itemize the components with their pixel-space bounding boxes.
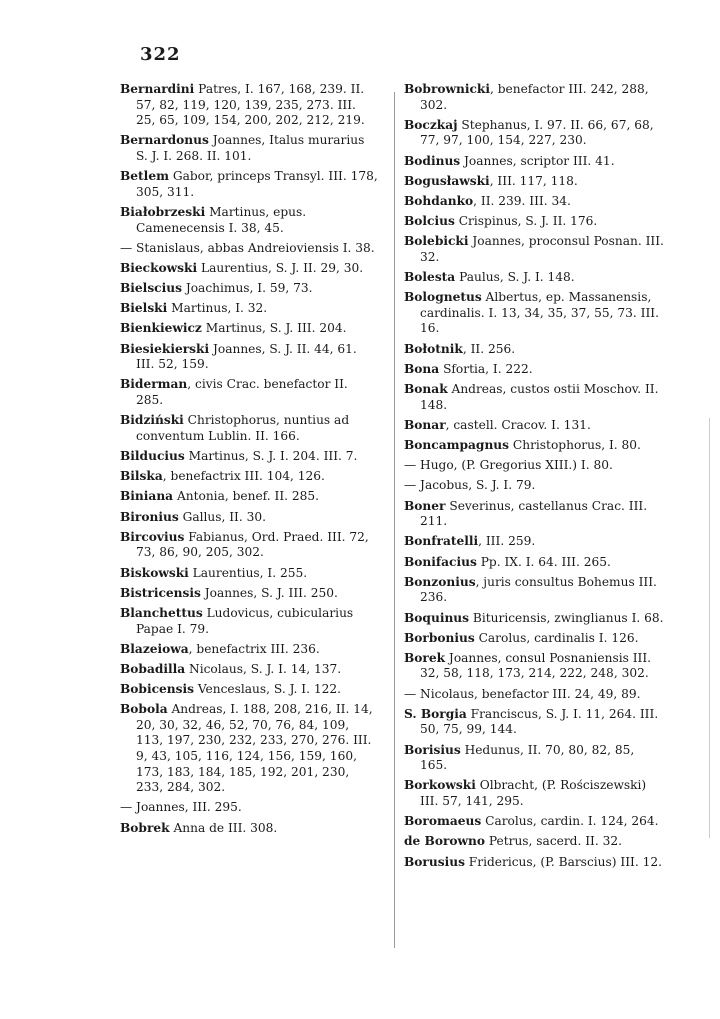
index-references: , benefactrix III. 236. (188, 641, 320, 656)
index-term: Bernardonus (120, 133, 209, 148)
index-term: Boner (404, 498, 446, 513)
index-entry (120, 241, 378, 257)
index-references: , benefactrix III. 104, 126. (162, 469, 325, 484)
index-entry (404, 834, 664, 850)
index-term: Bobrek (120, 820, 170, 835)
index-references: Andreas, custos ostii Moschov. II. 148. (420, 382, 659, 412)
index-references: Antonia, benef. II. 285. (173, 489, 320, 504)
page-number: 322 (140, 44, 181, 65)
index-references: , civis Crac. benefactor II. 285. (136, 377, 348, 408)
index-references: Albertus, ep. Massanensis, cardinalis. I. 13, 34, 35, 37, 55, 73. III. 16. (420, 290, 659, 336)
index-references: Carolus, cardin. I. 124, 264. (481, 814, 659, 829)
index-term: Bolognetus (404, 290, 482, 305)
index-entry (120, 321, 378, 337)
index-references: Joannes, Italus murarius S. J. I. 268. II. 101. (136, 133, 365, 163)
index-entry (120, 510, 378, 526)
index-entry (120, 82, 378, 129)
index-entry (404, 651, 664, 682)
index-entry (404, 382, 664, 413)
index-term: Biesiekierski (120, 341, 210, 356)
index-entry (120, 169, 378, 200)
index-references: Ludovicus, cubicularius Papae I. 79. (136, 605, 354, 636)
index-entry (120, 586, 378, 602)
index-entry (404, 687, 664, 703)
index-references: Bituricensis, zwinglianus I. 68. (469, 610, 664, 625)
index-term: Bonar (404, 417, 446, 432)
index-entry (404, 611, 664, 627)
index-entry (120, 702, 378, 796)
index-entry (404, 555, 664, 571)
index-term: Bołotnik (404, 341, 463, 356)
index-references: Fabianus, Ord. Praed. III. 72, 73, 86, 90, 205, 302. (136, 529, 369, 560)
index-term: Bilska (120, 469, 163, 484)
index-references: Laurentius, I. 255. (188, 565, 308, 580)
index-references: Nicolaus, S. J. I. 14, 137. (185, 661, 342, 676)
index-term: Bobadilla (120, 661, 186, 676)
index-entry (120, 566, 378, 582)
index-references: Fridericus, (P. Barscius) III. 12. (464, 854, 662, 869)
index-entry (404, 362, 664, 378)
index-entry (404, 270, 664, 286)
index-entry (120, 342, 378, 373)
index-term: Blazeiowa (120, 641, 189, 656)
left-index-column (120, 82, 378, 841)
edge-shadow (709, 418, 710, 838)
index-references: Joannes, proconsul Posnan. III. 32. (420, 234, 664, 264)
index-term: Bidziński (120, 413, 184, 428)
index-references: Laurentius, S. J. II. 29, 30. (197, 260, 364, 275)
index-entry (404, 631, 664, 647)
index-term: Boquinus (404, 610, 470, 625)
index-term: de Borowno (404, 834, 485, 849)
index-references: Christophorus, I. 80. (509, 438, 641, 452)
index-references: Martinus, epus. Camenecensis I. 38, 45. (136, 204, 307, 235)
index-term: Biderman (120, 377, 188, 392)
index-term: Bonfratelli (404, 534, 479, 549)
index-references: Gabor, princeps Transyl. III. 178, 305, 311. (136, 169, 378, 199)
index-references: Franciscus, S. J. I. 11, 264. III. 50, 75, 99, 144. (420, 706, 659, 737)
index-references: — Joannes, III. 295. (120, 800, 242, 815)
index-references: Joannes, S. J. II. 44, 61. III. 52, 159. (136, 341, 357, 372)
index-term: Bonifacius (404, 554, 477, 569)
index-references: Martinus, S. J. I. 204. III. 7. (184, 449, 358, 463)
index-entry (120, 530, 378, 561)
index-term: Bodinus (404, 153, 461, 168)
index-term: Bistricensis (120, 585, 201, 600)
index-entry (120, 281, 378, 297)
index-references: Joannes, scriptor III. 41. (460, 153, 615, 168)
index-references: Severinus, castellanus Crac. III. 211. (420, 498, 648, 529)
index-term: Bielscius (120, 281, 182, 296)
index-references: , II. 239. III. 34. (473, 193, 571, 208)
index-entry (404, 814, 664, 830)
index-entry (120, 682, 378, 698)
index-term: Bonzonius (404, 574, 476, 589)
index-term: Bernardini (120, 82, 195, 96)
index-references: Andreas, I. 188, 208, 216, II. 14, 20, 30, 32, 46, 52, 70, 76, 84, 109, 113, 197, 230, 232, 233, 270, 276. III. 9, 43, 105, 116, 124, 156, 159, 160, 173, 183, 184, 185, 192, 201, 230, 233, 284, 302. (136, 702, 373, 795)
index-entry (404, 214, 664, 230)
index-entry (404, 478, 664, 494)
index-entry (404, 534, 664, 550)
index-term: Biniana (120, 489, 174, 504)
index-term: Boromaeus (404, 814, 482, 829)
index-entry (404, 154, 664, 170)
index-references: , III. 117, 118. (489, 173, 578, 188)
index-term: Boncampagnus (404, 438, 510, 452)
index-references: Carolus, cardinalis I. 126. (474, 630, 639, 645)
index-references: Pp. IX. I. 64. III. 265. (476, 554, 611, 569)
index-term: Bogusławski (404, 173, 490, 188)
index-references: , benefactor III. 242, 288, 302. (420, 82, 649, 112)
index-references: Joannes, consul Posnaniensis III. 32, 58, 118, 173, 214, 222, 248, 302. (420, 650, 652, 681)
index-references: Martinus, S. J. III. 204. (201, 321, 347, 336)
index-references: — Stanislaus, abbas Andreioviensis I. 38. (120, 240, 375, 255)
index-term: Białobrzeski (120, 204, 206, 219)
index-term: Bobicensis (120, 682, 194, 697)
index-term: Betlem (120, 169, 169, 184)
index-term: Bobola (120, 702, 168, 717)
index-references: , III. 259. (478, 534, 536, 549)
index-references: Anna de III. 308. (169, 820, 278, 835)
index-references: — Nicolaus, benefactor III. 24, 49, 89. (404, 686, 641, 701)
index-term: Bohdanko (404, 193, 474, 208)
index-term: Boczkaj (404, 117, 458, 132)
index-term: Bolcius (404, 214, 455, 229)
index-entry (120, 469, 378, 485)
index-entry (120, 301, 378, 317)
index-references: Paulus, S. J. I. 148. (455, 270, 575, 285)
index-references: , II. 256. (462, 341, 516, 356)
index-entry (120, 800, 378, 816)
index-entry (120, 489, 378, 505)
index-references: Stephanus, I. 97. II. 66, 67, 68, 77, 97, 100, 154, 227, 230. (420, 117, 654, 148)
index-term: Borkowski (404, 778, 476, 793)
index-term: Bircovius (120, 529, 185, 544)
index-references: Venceslaus, S. J. I. 122. (193, 682, 341, 697)
index-references: Christophorus, nuntius ad conventum Lublin. II. 166. (136, 413, 350, 443)
index-references: Sfortia, I. 222. (439, 361, 533, 376)
index-entry (404, 194, 664, 210)
index-references: Patres, I. 167, 168, 239. II. 57, 82, 119, 120, 139, 235, 273. III. 25, 65, 109, 154, 200, 202, 212, 219. (136, 82, 365, 128)
index-entry (120, 642, 378, 658)
index-references: — Jacobus, S. J. I. 79. (404, 478, 536, 493)
index-entry (404, 234, 664, 265)
index-entry (404, 82, 664, 113)
index-entry (120, 821, 378, 837)
index-references: Crispinus, S. J. II. 176. (454, 214, 598, 229)
index-term: S. Borgia (404, 706, 467, 721)
index-term: Bobrownicki (404, 82, 490, 96)
index-entry (120, 606, 378, 637)
index-term: Borisius (404, 742, 461, 757)
index-references: , juris consultus Bohemus III. 236. (420, 574, 657, 605)
index-term: Bienkiewicz (120, 321, 202, 336)
index-entry (120, 413, 378, 444)
index-entry (120, 133, 378, 164)
index-references: Joannes, S. J. III. 250. (200, 585, 338, 600)
index-references: Hedunus, II. 70, 80, 82, 85, 165. (420, 742, 635, 773)
index-term: Bieckowski (120, 260, 198, 275)
index-entry (404, 778, 664, 809)
index-entry (120, 662, 378, 678)
right-index-column (404, 82, 664, 875)
index-term: Bolebicki (404, 234, 469, 249)
index-references: Petrus, sacerd. II. 32. (484, 834, 622, 849)
index-term: Borusius (404, 854, 465, 869)
index-entry (120, 377, 378, 408)
index-references: Gallus, II. 30. (178, 509, 266, 524)
index-entry (404, 418, 664, 434)
index-references: Martinus, I. 32. (167, 301, 268, 316)
index-entry (120, 261, 378, 277)
index-term: Bona (404, 361, 440, 376)
index-entry (404, 575, 664, 606)
index-term: Bilducius (120, 449, 185, 463)
index-entry (404, 499, 664, 530)
index-term: Bonak (404, 382, 448, 397)
index-entry (404, 118, 664, 149)
index-term: Biskowski (120, 565, 189, 580)
index-entry (404, 290, 664, 337)
index-term: Borek (404, 650, 446, 665)
index-term: Borbonius (404, 630, 475, 645)
index-term: Bielski (120, 301, 168, 316)
column-divider (394, 92, 395, 948)
index-references: Joachimus, I. 59, 73. (181, 281, 313, 296)
index-references: Olbracht, (P. Rościszewski) III. 57, 141, 295. (420, 778, 647, 808)
index-entry (120, 449, 378, 465)
index-entry (404, 458, 664, 474)
index-entry (404, 743, 664, 774)
index-entry (404, 342, 664, 358)
index-references: — Hugo, (P. Gregorius XIII.) I. 80. (404, 458, 613, 473)
index-entry (404, 707, 664, 738)
index-entry (404, 855, 664, 871)
index-entry (404, 174, 664, 190)
index-term: Bironius (120, 509, 179, 524)
index-entry (404, 438, 664, 454)
index-term: Bolesta (404, 270, 456, 285)
index-entry (120, 205, 378, 236)
index-references: , castell. Cracov. I. 131. (445, 417, 591, 432)
index-term: Blanchettus (120, 605, 203, 620)
